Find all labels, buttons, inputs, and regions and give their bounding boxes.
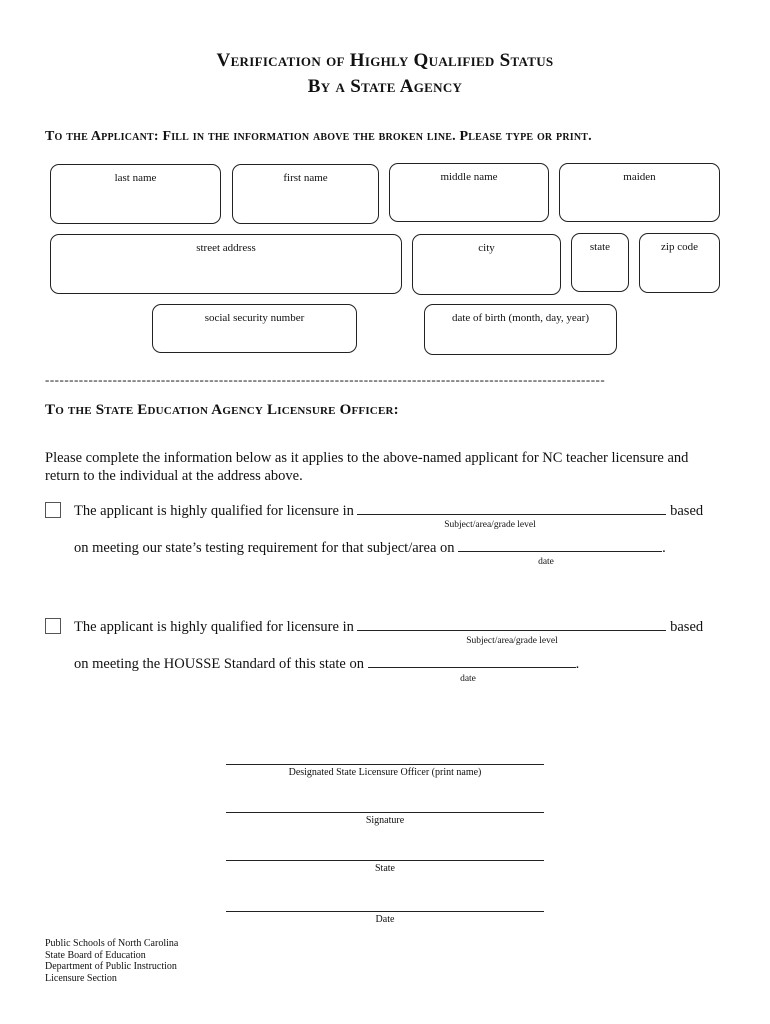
option2-line1 (74, 618, 703, 636)
option1-subject-label: Subject/area/grade level (444, 520, 536, 530)
state-line[interactable] (226, 860, 544, 861)
option1-testing-text: on meeting our state’s testing requirement for that subject/area on (74, 540, 455, 556)
option1-line1 (74, 502, 703, 520)
signature-line[interactable] (226, 812, 544, 813)
option1-period: . (662, 540, 666, 556)
street-address-field[interactable] (50, 234, 402, 294)
officer-name-line[interactable] (226, 764, 544, 765)
date-line[interactable] (226, 911, 544, 912)
footer-line-3: Department of Public Instruction (45, 961, 177, 972)
maiden-name-field[interactable] (559, 163, 720, 222)
street-address-label: street address (196, 242, 256, 254)
first-name-label: first name (283, 172, 328, 184)
state-sig-label: State (375, 863, 395, 874)
option2-subject-input[interactable] (357, 618, 666, 631)
option2-suffix: based (670, 619, 704, 635)
footer-line-1: Public Schools of North Carolina (45, 938, 179, 949)
maiden-name-label: maiden (623, 171, 656, 183)
option1-date-label: date (538, 557, 554, 567)
city-label: city (478, 242, 495, 254)
option2-period: . (575, 656, 580, 672)
option1-prefix: The applicant is highly qualified for licensure in (74, 503, 354, 519)
option2-line2 (74, 655, 579, 673)
signature-label: Signature (365, 815, 405, 826)
last-name-label: last name (114, 172, 157, 184)
option2-subject-label: Subject/area/grade level (466, 636, 558, 646)
broken-line-divider: -------------------------------------------------------------------------------------------------------------------- (45, 372, 606, 387)
state-label: state (589, 241, 611, 253)
ssn-label: social security number (204, 312, 305, 324)
option2-date-input[interactable] (368, 655, 576, 668)
option1-line2 (74, 539, 666, 557)
officer-intro: Please complete the information below as it applies to the above-named applicant for NC teacher licensure and return to the individual at the address above. (45, 450, 689, 484)
page-title-line2: By a State Agency (307, 76, 463, 97)
officer-heading: To the State Education Agency Licensure Officer: (45, 402, 399, 418)
dob-field[interactable] (424, 304, 617, 355)
option1-suffix: based (670, 503, 704, 519)
city-field[interactable] (412, 234, 561, 295)
option1-subject-input[interactable] (357, 502, 666, 515)
officer-name-label: Designated State Licensure Officer (print name) (288, 767, 482, 778)
option2-checkbox[interactable] (45, 618, 61, 634)
state-field[interactable] (571, 233, 629, 292)
zip-code-field[interactable] (639, 233, 720, 293)
footer-line-2: State Board of Education (45, 949, 146, 961)
middle-name-field[interactable] (389, 163, 549, 222)
applicant-instruction: To the Applicant: Fill in the information above the broken line. Please type or print. (45, 129, 592, 144)
last-name-field[interactable] (50, 164, 221, 224)
page-title-line1: Verification of Highly Qualified Status (216, 50, 554, 71)
date-sig-label: Date (375, 914, 395, 925)
dob-label: date of birth (month, day, year) (451, 312, 590, 324)
option2-date-label: date (460, 674, 476, 684)
option2-housse-text: on meeting the HOUSSE Standard of this state on (74, 656, 364, 672)
option1-date-input[interactable] (458, 539, 662, 552)
middle-name-label: middle name (440, 171, 498, 183)
zip-code-label: zip code (661, 241, 698, 253)
footer-line-4: Licensure Section (45, 972, 117, 984)
first-name-field[interactable] (232, 164, 379, 224)
option1-checkbox[interactable] (45, 502, 61, 518)
option2-prefix: The applicant is highly qualified for licensure in (74, 619, 354, 635)
footer (45, 938, 178, 984)
ssn-field[interactable] (152, 304, 357, 353)
